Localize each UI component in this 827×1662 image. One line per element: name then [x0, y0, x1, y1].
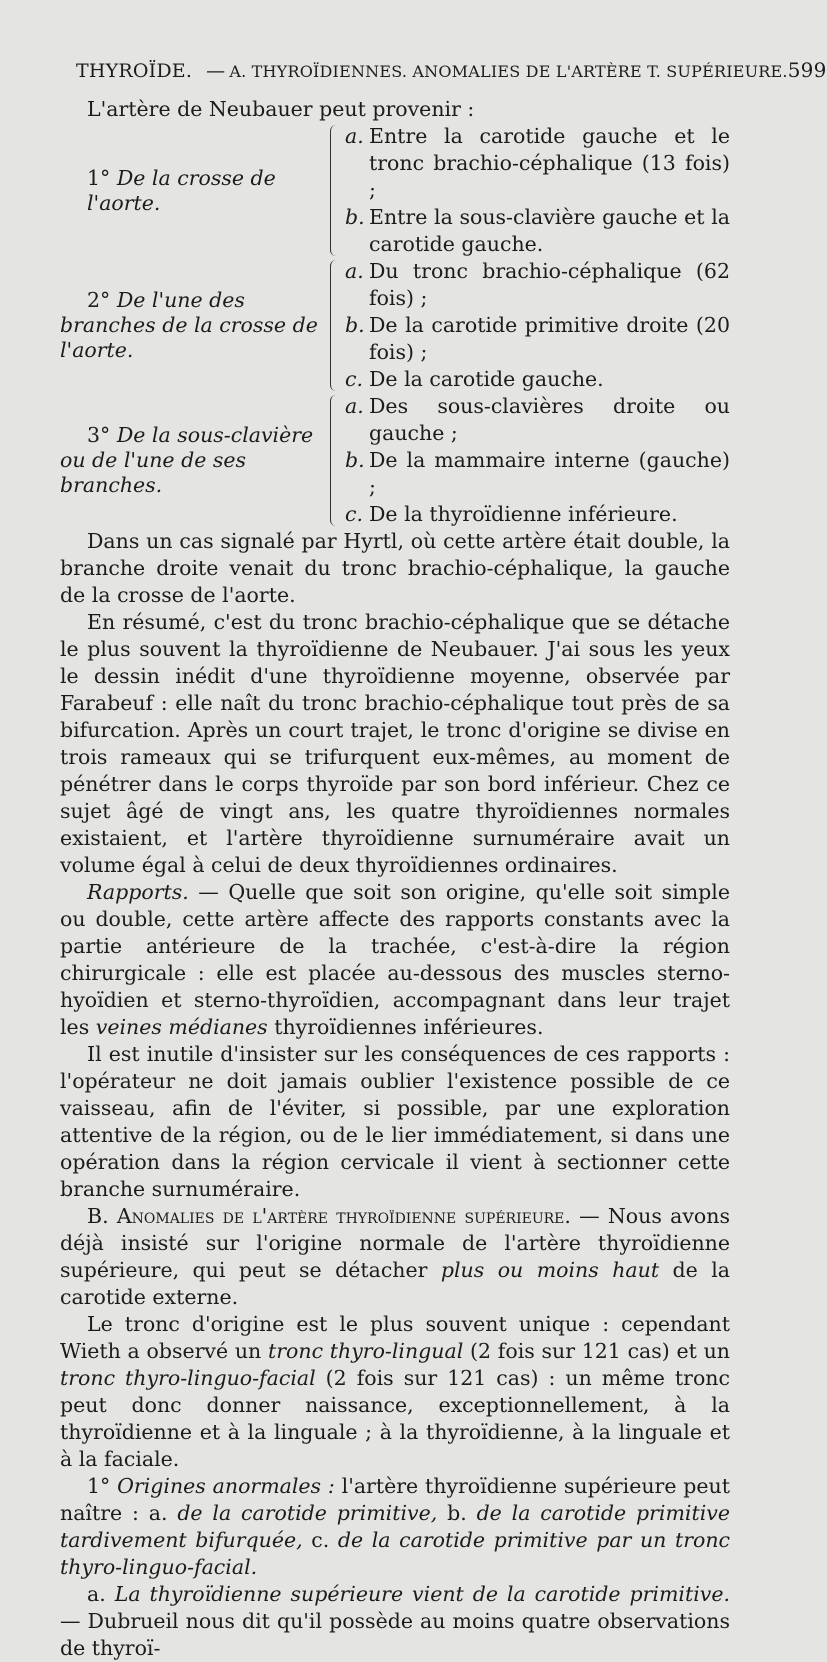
- anomalies-heading: Anomalies de l'artère thyroïdienne supérieure.: [116, 1204, 571, 1228]
- running-head-dash: —: [206, 60, 226, 82]
- origin-group-3: [60, 393, 730, 528]
- paragraph-inutile: Il est inutile d'insister sur les conséquences de ces rapports : l'opérateur ne doit jamais oublier l'existence possible de ce vaisseau, afin de l'éviter, si possible, par une exploration attentive de la région, ou de le lier immédiatement, si dans une opération dans la région cervicale il vient à sectionner cette branche surnuméraire.: [60, 1042, 730, 1201]
- origin-item: c. De la thyroïdienne inférieure.: [345, 502, 678, 526]
- page-number: 599: [787, 58, 827, 82]
- running-head: [76, 58, 827, 82]
- origin-label: 3° De la sous-clavière ou de l'une de ses branches.: [60, 423, 314, 497]
- brace: [330, 260, 339, 391]
- paragraph-anomalies: B. Anomalies de l'artère thyroïdienne supérieure. — Nous avons déjà insisté sur l'origine normale de l'artère thyroïdienne supérieure, qui peut se détacher plus ou moins haut de la carotide externe.: [60, 1204, 730, 1309]
- origin-group-1: [60, 123, 730, 258]
- origin-group-2: [60, 258, 730, 393]
- origin-item: a. Des sous-clavières droite ou gauche ;: [345, 394, 730, 445]
- paragraph-tronc: Le tronc d'origine est le plus souvent unique : cependant Wieth a observé un tronc thyro-lingual (2 fois sur 121 cas) et un tronc thyro-linguo-facial (2 fois sur 121 cas) : un même tronc peut donc donner naissance, exceptionnellement, à la thyroïdienne et à la linguale ; à la thyroïdienne, à la linguale et à la faciale.: [60, 1312, 731, 1471]
- origin-items: [345, 393, 730, 528]
- running-head-title: THYROÏDE.: [76, 60, 193, 82]
- paragraph-origines: 1° Origines anormales : l'artère thyroïdienne supérieure peut naître : a. de la carotide primitive, b. de la carotide primitive tardivement bifurquée, c. de la carotide primitive par un tronc thyro-linguo-facial.: [60, 1474, 731, 1579]
- origin-items: [345, 123, 730, 258]
- origin-item: b. Entre la sous-clavière gauche et la carotide gauche.: [345, 205, 730, 256]
- origin-item: c. De la carotide gauche.: [345, 367, 604, 391]
- brace: [330, 395, 339, 526]
- origin-item: a. Entre la carotide gauche et le tronc brachio-céphalique (13 fois) ;: [345, 124, 730, 202]
- rapports-heading: Rapports.: [87, 880, 189, 904]
- intro-line: L'artère de Neubauer peut provenir :: [87, 97, 475, 121]
- origin-label: 1° De la crosse de l'aorte.: [87, 165, 276, 215]
- origins-table: [60, 123, 730, 528]
- paragraph-resume: En résumé, c'est du tronc brachio-céphalique que se détache le plus souvent la thyroïdienne de Neubauer. J'ai sous les yeux le dessin inédit d'une thyroïdienne moyenne, observée par Farabeuf : elle naît du tronc brachio-céphalique tout près de sa bifurcation. Après un court trajet, le tronc d'origine se divise en trois rameaux qui se trifurquent eux-mêmes, au moment de pénétrer dans le corps thyroïde par son bord inférieur. Chez ce sujet âgé de vingt ans, les quatre thyroïdiennes normales existaient, et l'artère thyroïdienne surnuméraire avait un volume égal à celui de deux thyroïdiennes ordinaires.: [60, 610, 730, 877]
- paragraph-last: a. La thyroïdienne supérieure vient de la carotide primitive. — Dubrueil nous dit qu'il possède au moins quatre observations de thyroï-: [60, 1582, 730, 1660]
- origin-item: b. De la carotide primitive droite (20 fois) ;: [345, 313, 730, 364]
- brace: [330, 125, 339, 256]
- origin-label: 2° De l'une des branches de la crosse de l'aorte.: [60, 288, 318, 362]
- origin-item: b. De la mammaire interne (gauche) ;: [345, 448, 730, 499]
- origin-items: [345, 258, 730, 393]
- paragraph-rapports: Rapports. — Quelle que soit son origine, qu'elle soit simple ou double, cette artère affecte des rapports constants avec la partie antérieure de la trachée, c'est-à-dire la région chirurgicale : elle est placée au-dessous des muscles sterno-hyoïdien et sterno-thyroïdien, accompagnant dans leur trajet les veines médianes thyroïdiennes inférieures.: [60, 880, 730, 1039]
- running-head-subtitle: A. THYROÏDIENNES. ANOMALIES DE L'ARTÈRE T. SUPÉRIEURE.: [229, 62, 788, 81]
- origin-item: a. Du tronc brachio-céphalique (62 fois) ;: [345, 259, 730, 310]
- body-text: [60, 96, 730, 1662]
- paragraph-hyrtl: Dans un cas signalé par Hyrtl, où cette artère était double, la branche droite venait du tronc brachio-céphalique, la gauche de la crosse de l'aorte.: [60, 529, 730, 607]
